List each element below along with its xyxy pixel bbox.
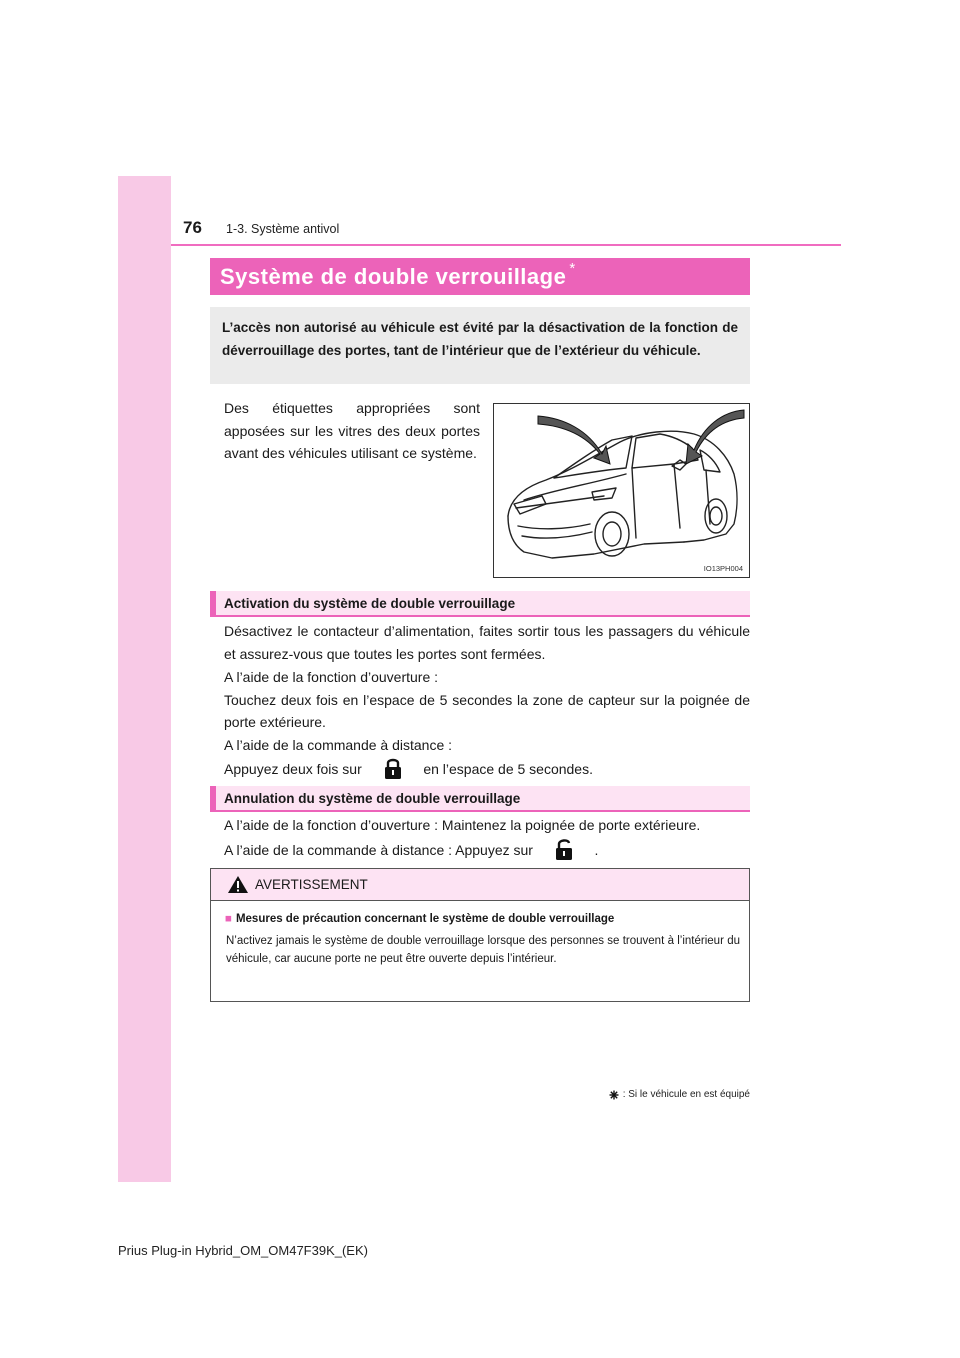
activation-step-4 [224,756,750,781]
equipment-marker-icon: * [569,260,576,277]
page-title-text: Système de double verrouillage [220,263,567,289]
warning-triangle-icon [227,875,249,894]
warning-box [210,868,750,1002]
section-label: 1-3. Système antivol [226,222,340,236]
document-footer: Prius Plug-in Hybrid_OM_OM47F39K_(EK) [118,1243,368,1258]
intro-summary: L’accès non autorisé au véhicule est évité par la désactivation de la fonction de déverrouillage des portes, tant de l’intérieur que de l’extérieur du véhicule. [210,307,750,384]
equipment-star-icon [609,1090,619,1100]
activation-step-1: A l’aide de la fonction d’ouverture : [224,669,439,685]
warning-title-text: Mesures de précaution concernant le système de double verrouillage [235,913,615,925]
figure-label: IO13PH004 [703,564,743,573]
activation-steps [224,666,750,781]
footnote-text: : Si le véhicule en est équipé [622,1089,750,1100]
bullet-square-icon: ■ [225,913,232,925]
car-line-drawing-icon [494,404,749,577]
warning-text: N’activez jamais le système de double verrouillage lorsque des personnes se trouvent à l’intérieur du véhicule, car aucune porte ne peut être ouverte depuis l’intérieur. [226,935,740,965]
footnote [609,1089,750,1100]
activation-step-3: A l’aide de la commande à distance : [224,736,453,753]
cancellation-step-2 [224,837,750,862]
lock-button-icon [380,756,406,780]
cancellation-steps [224,814,750,861]
activation-paragraph: Désactivez le contacteur d’alimentation, faites sortir tous les passagers du véhicule et assurez-vous que toutes les portes sont fermées. [224,623,750,662]
warning-title [225,913,614,925]
cancellation-step-1: A l’aide de la fonction d’ouverture : Maintenez la poignée de porte extérieure. [224,817,701,833]
warning-header-text: AVERTISSEMENT [255,877,368,892]
activation-step-4-after: en l’espace de 5 secondes. [423,761,593,777]
cancellation-step-2-before: A l’aide de la commande à distance : Appuyez sur [224,841,533,858]
activation-heading: Activation du système de double verrouillage [210,591,750,617]
page-number: 76 [183,218,202,237]
activation-step-2: Touchez deux fois en l’espace de 5 secondes la zone de capteur sur la poignée de porte extérieure. [224,691,750,730]
header-rule [171,244,841,246]
cancellation-heading: Annulation du système de double verrouillage [210,786,750,812]
cancellation-step-2-after: . [594,841,599,858]
car-illustration [493,403,750,578]
unlock-button-icon [551,837,577,861]
page-title [210,258,750,295]
warning-header [211,869,749,901]
activation-step-4-before: Appuyez deux fois sur [224,761,362,777]
labels-paragraph: Des étiquettes appropriées sont apposées sur les vitres des deux portes avant des véhicules utilisant ce système. [224,400,480,461]
page-side-tab [118,176,171,1182]
